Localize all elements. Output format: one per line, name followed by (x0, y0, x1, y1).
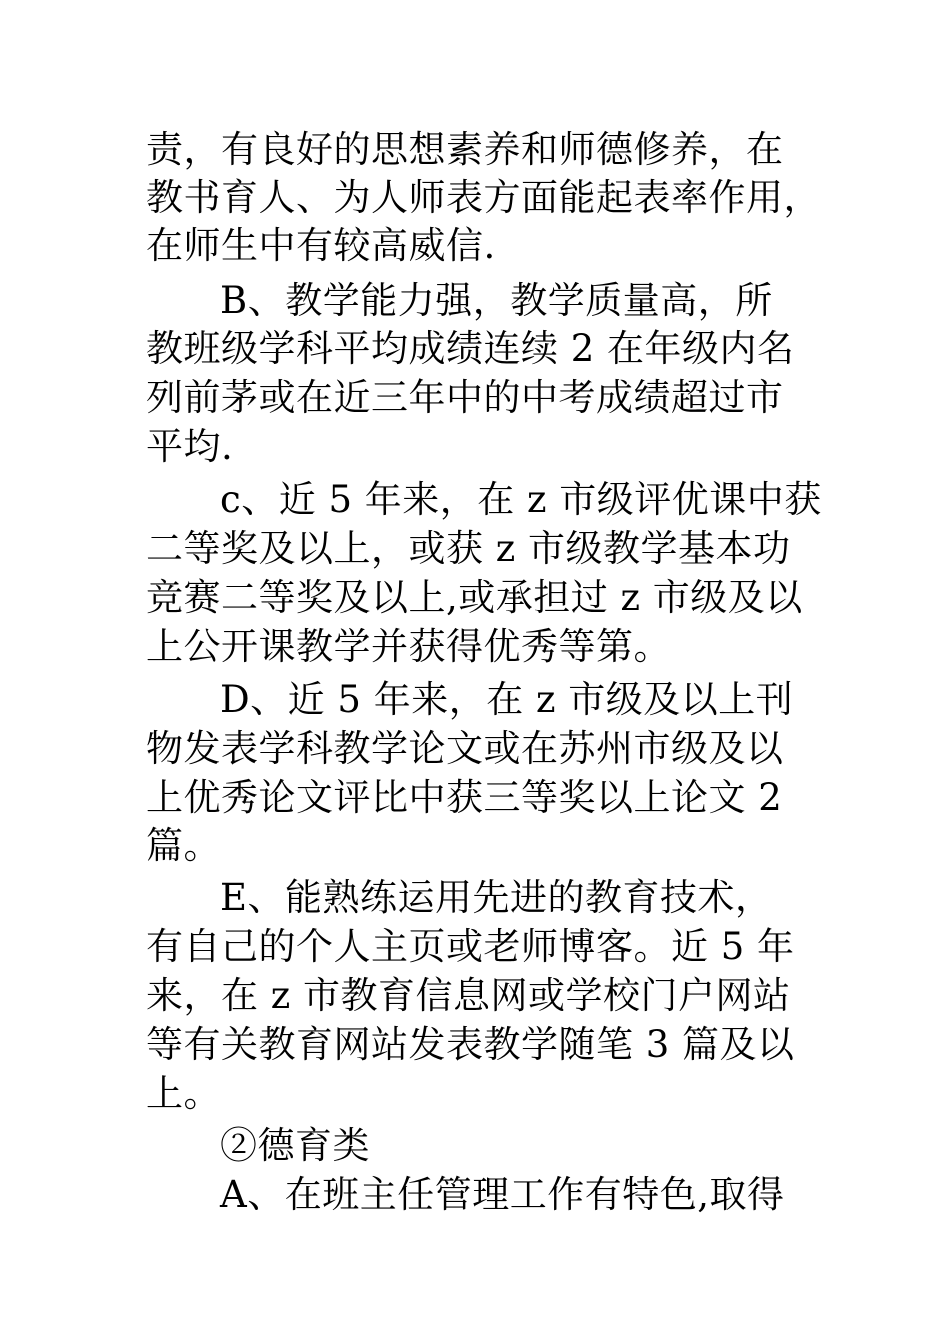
text-line: c、近 5 年来，在 z 市级评优课中获 (220, 478, 822, 521)
text-line: B、教学能力强，教学质量高，所 (220, 279, 773, 322)
text-line: 在师生中有较高威信. (146, 224, 496, 267)
text-line: 物发表学科教学论文或在苏州市级及以 (146, 727, 784, 770)
text-line: A、在班主任管理工作有特色,取得 (220, 1173, 785, 1216)
section-heading: ②德育类 (220, 1124, 370, 1167)
text-line: 二等奖及以上，或获 z 市级教学基本功 (146, 527, 791, 570)
text-line: E、能熟练运用先进的教育技术， (220, 876, 773, 919)
text-line: 上。 (146, 1072, 221, 1115)
text-line: D、近 5 年来，在 z 市级及以上刊 (220, 678, 794, 721)
text-line: 责，有良好的思想素养和师德修养，在 (146, 128, 784, 171)
text-line: 等有关教育网站发表教学随笔 3 篇及以 (146, 1023, 795, 1066)
text-line: 教班级学科平均成绩连续 2 在年级内名 (146, 327, 795, 370)
text-line: 有自己的个人主页或老师博客。近 5 年 (146, 925, 795, 968)
text-line: 列前茅或在近三年中的中考成绩超过市 (146, 376, 784, 419)
text-line: 上公开课教学并获得优秀等第。 (146, 625, 671, 668)
text-line: 竞赛二等奖及以上,或承担过 z 市级及以 (146, 576, 803, 619)
text-line: 篇。 (146, 824, 221, 867)
text-line: 教书育人、为人师表方面能起表率作用， (146, 176, 821, 219)
text-line: 来，在 z 市教育信息网或学校门户网站 (146, 974, 791, 1017)
text-line: 上优秀论文评比中获三等奖以上论文 2 (146, 776, 783, 819)
text-line: 平均. (146, 425, 234, 468)
